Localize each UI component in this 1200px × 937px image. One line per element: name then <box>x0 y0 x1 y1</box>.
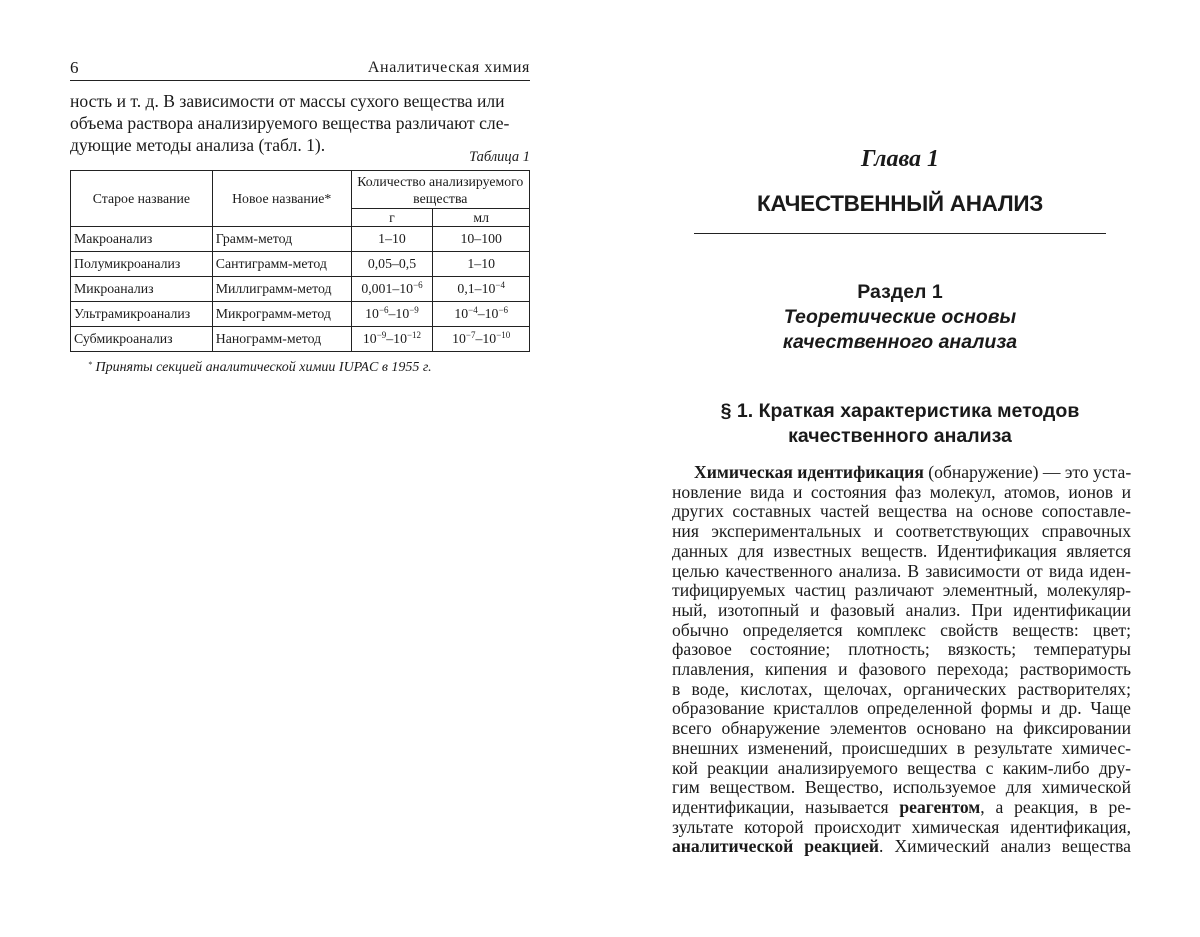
chapter-number: Глава 1 <box>860 146 940 172</box>
cell-old-name: Ультрамикроанализ <box>71 302 213 327</box>
cell-new-name: Сантиграмм-метод <box>212 252 351 277</box>
paragraph-heading-line: качественного анализа <box>788 425 1012 447</box>
header-old-name: Старое название <box>71 171 213 227</box>
body-line: плавления, кипения и фазового перехода; растворимость <box>672 659 1131 680</box>
header-new-name: Новое название* <box>212 171 351 227</box>
table-row <box>71 302 530 327</box>
cell-new-name: Нанограмм-метод <box>212 327 351 352</box>
cell-milliliters: $10^{-4}-10^{-6}$ <box>433 302 530 327</box>
running-title: Аналитическая химия <box>367 59 530 76</box>
body-line: всего обнаружение элементов основано на фиксировании <box>672 718 1131 739</box>
body-line: тифицируемых частиц различают элементный, молекуляр- <box>672 580 1131 601</box>
cell-old-name: Макроанализ <box>71 227 213 252</box>
body-line: в воде, кислотах, щелочах, органических растворителях; <box>672 678 1131 699</box>
body-line: обычно определяется комплекс свойств веществ: цвет; <box>672 619 1131 640</box>
table-row <box>71 252 530 277</box>
body-text <box>672 463 1131 857</box>
body-line: внешних изменений, происшедших в результате химичес- <box>672 737 1131 758</box>
body-line: фазовое состояние; плотность; вязкость; температуры <box>672 639 1131 660</box>
cell-grams: $0,001-10^{-6}$ <box>351 277 433 302</box>
intro-line: ность и т. д. В зависимости от массы сухого вещества или <box>70 91 505 111</box>
table-row <box>71 227 530 252</box>
body-line: целью качественного анализа. В зависимости от вида иден- <box>672 560 1131 581</box>
body-line: гим веществом. Вещество, используемое для химической <box>672 777 1131 798</box>
intro-line: дующие методы анализа (табл. 1). <box>70 135 326 155</box>
cell-milliliters: $0,1-10^{-4}$ <box>433 277 530 302</box>
cell-new-name: Миллиграмм-метод <box>212 277 351 302</box>
body-line: образование кристаллов определенной формы и др. Чаще <box>672 698 1131 719</box>
table-row <box>71 277 530 302</box>
intro-paragraph <box>70 90 530 156</box>
cell-milliliters: 10–100 <box>433 227 530 252</box>
body-line: Химическая идентификация (обнаружение) — это уста- <box>694 462 1132 482</box>
table-row <box>71 327 530 352</box>
body-line: ния экспериментальных и соответствующих справочных <box>672 521 1131 542</box>
term-analytical-reaction: аналитической реакцией <box>672 836 880 857</box>
cell-old-name: Субмикроанализ <box>71 327 213 352</box>
section-label: Раздел 1 <box>857 281 943 303</box>
cell-milliliters: 1–10 <box>433 252 530 277</box>
table-caption: Таблица 1 <box>469 149 530 165</box>
footnote <box>88 360 432 376</box>
section-title-line: Теоретические основы <box>783 306 1017 328</box>
cell-grams: $10^{-9}-10^{-12}$ <box>351 327 433 352</box>
body-line: новление вида и состояния фаз молекул, атомов, ионов и <box>672 481 1131 502</box>
cell-old-name: Полумикроанализ <box>71 252 213 277</box>
cell-grams: 1–10 <box>351 227 433 252</box>
body-line: других составных частей вещества на основе сопоставле- <box>672 501 1131 522</box>
chapter-rule <box>694 233 1106 234</box>
footnote-mark: * <box>88 360 92 369</box>
body-line: данных для известных веществ. Идентификация является <box>672 540 1131 561</box>
body-line: аналитической реакцией. Химический анализ вещества <box>672 836 1131 857</box>
methods-table <box>70 170 530 352</box>
running-header <box>70 58 530 81</box>
paragraph-heading <box>694 399 1106 449</box>
footnote-text: Приняты секцией аналитической химии IUPAC в 1955 г. <box>95 360 432 375</box>
term-reagent: реагентом <box>899 796 981 817</box>
page-number: 6 <box>70 58 79 77</box>
header-unit-g: г <box>351 209 433 227</box>
header-unit-ml: мл <box>433 209 530 227</box>
cell-milliliters: $10^{-7}-10^{-10}$ <box>433 327 530 352</box>
table-body <box>71 227 530 352</box>
body-line: зультате которой происходит химическая идентификация, <box>672 816 1131 837</box>
paragraph-heading-line: § 1. Краткая характеристика методов <box>720 400 1080 422</box>
body-line: идентификации, называется реагентом, а реакция, в ре- <box>672 796 1131 817</box>
cell-grams: 0,05–0,5 <box>351 252 433 277</box>
cell-new-name: Грамм-метод <box>212 227 351 252</box>
body-line: ный, изотопный и фазовый анализ. При идентификации <box>672 599 1131 620</box>
term-chemical-identification: Химическая идентификация <box>694 462 924 482</box>
intro-line: объема раствора анализируемого вещества различают сле- <box>70 113 510 133</box>
section-heading <box>694 280 1106 355</box>
header-quantity: Количество анализируемого вещества <box>351 171 529 209</box>
cell-grams: $10^{-6}-10^{-9}$ <box>351 302 433 327</box>
body-line: кой реакции анализируемого вещества с каким-либо дру- <box>672 757 1131 778</box>
cell-new-name: Микрограмм-метод <box>212 302 351 327</box>
section-title-line: качественного анализа <box>782 331 1018 353</box>
cell-old-name: Микроанализ <box>71 277 213 302</box>
chapter-title: КАЧЕСТВЕННЫЙ АНАЛИЗ <box>756 191 1044 216</box>
